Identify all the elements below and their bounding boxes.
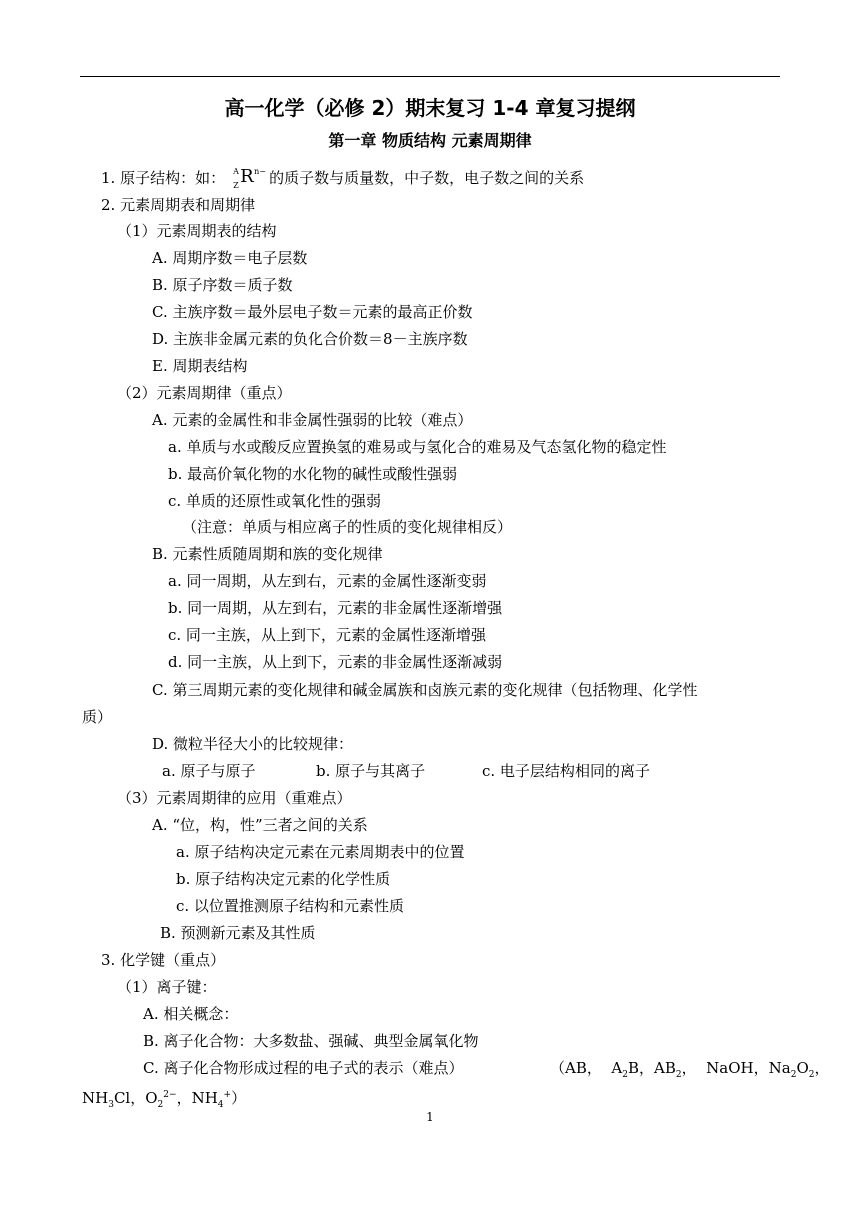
outline-line: c. 以位置推测原子结构和元素性质 xyxy=(176,897,404,915)
formula-text: AB xyxy=(654,1059,676,1077)
formula-text: Na xyxy=(768,1059,791,1077)
outline-line: b. 原子与其离子 xyxy=(316,762,426,780)
formula-text: NaOH， xyxy=(706,1059,769,1077)
outline-line: E. 周期表结构 xyxy=(152,357,248,375)
outline-line: a. 原子结构决定元素在元素周期表中的位置 xyxy=(176,843,465,861)
outline-line: A. 周期序数＝电子层数 xyxy=(152,249,308,267)
outline-line: （1）元素周期表的结构 xyxy=(117,222,277,240)
formula-subscript: 2 xyxy=(157,1100,164,1110)
outline-line: D. 微粒半径大小的比较规律： xyxy=(152,735,354,753)
chapter-heading: 第一章 物质结构 元素周期律 xyxy=(328,131,532,150)
formula-text: Cl， xyxy=(113,1089,146,1107)
outline-line: B. 元素性质随周期和族的变化规律 xyxy=(152,545,383,563)
outline-line: 3. 化学键（重点） xyxy=(101,951,226,969)
outline-line-wrap: 质） xyxy=(82,708,113,726)
mass-number: A xyxy=(233,167,239,176)
outline-line: （3）元素周期律的应用（重难点） xyxy=(117,789,352,807)
atomic-number: Z xyxy=(233,181,239,190)
outline-line: a. 同一周期，从左到右，元素的金属性逐渐变弱 xyxy=(168,572,487,590)
nuclide-symbol xyxy=(225,166,269,190)
outline-line: B. 预测新元素及其性质 xyxy=(160,924,316,942)
outline-line: b. 最高价氧化物的水化物的碱性或酸性强弱 xyxy=(168,465,458,483)
outline-line: d. 同一主族，从上到下，元素的非金属性逐渐减弱 xyxy=(168,653,503,671)
item-text: 1. 原子结构：如： xyxy=(101,169,226,187)
formula-text: O xyxy=(145,1089,158,1107)
outline-line: B. 离子化合物：大多数盐、强碱、典型金属氧化物 xyxy=(143,1032,479,1050)
outline-line: c. 单质的还原性或氧化性的强弱 xyxy=(168,492,381,510)
formula-text: ， xyxy=(814,1059,830,1077)
formula-subscript: 2 xyxy=(675,1070,682,1080)
outline-line: c. 电子层结构相同的离子 xyxy=(482,762,650,780)
formula-superscript: 2− xyxy=(163,1090,177,1100)
item-text: 的质子数与质量数，中子数，电子数之间的关系 xyxy=(269,169,585,187)
outline-line: 2. 元素周期表和周期律 xyxy=(101,196,256,214)
formula-subscript: 2 xyxy=(808,1070,815,1080)
outline-line: A. 元素的金属性和非金属性强弱的比较（难点） xyxy=(152,411,473,429)
formula-subscript: 2 xyxy=(622,1070,628,1080)
item-atomic-structure xyxy=(101,166,585,190)
outline-note: （注意：单质与相应离子的性质的变化规律相反） xyxy=(182,518,513,536)
formula-text: （AB， xyxy=(550,1059,602,1077)
formula-text: ， xyxy=(176,1089,192,1107)
outline-line: （2）元素周期律（重点） xyxy=(117,384,292,402)
formula-text: A xyxy=(611,1059,623,1077)
outline-line: D. 主族非金属元素的负化合价数＝8－主族序数 xyxy=(152,330,468,348)
formula-text: B， xyxy=(627,1059,655,1077)
formula-subscript: 4 xyxy=(217,1100,224,1110)
formula-text: NH xyxy=(82,1089,109,1107)
formula-text: O xyxy=(796,1059,809,1077)
element-symbol: R xyxy=(240,166,254,187)
page-number: 1 xyxy=(426,1110,434,1124)
formula-text: ） xyxy=(231,1089,247,1107)
outline-line: （1）离子键： xyxy=(117,978,217,996)
outline-line: b. 同一周期，从左到右，元素的非金属性逐渐增强 xyxy=(168,599,503,617)
formula-superscript: + xyxy=(223,1090,232,1100)
formula-subscript: 3 xyxy=(108,1100,114,1110)
outline-line: a. 原子与原子 xyxy=(162,762,256,780)
outline-line: a. 单质与水或酸反应置换氢的难易或与氢化合的难易及气态氢化物的稳定性 xyxy=(168,438,667,456)
formula-text: ， xyxy=(681,1059,697,1077)
outline-line: A. 相关概念： xyxy=(143,1005,239,1023)
outline-line: C. 离子化合物形成过程的电子式的表示（难点） xyxy=(143,1059,464,1077)
ion-charge: n− xyxy=(254,167,266,176)
outline-line: C. 主族序数＝最外层电子数＝元素的最高正价数 xyxy=(152,303,473,321)
formula-subscript: 2 xyxy=(790,1070,797,1080)
outline-line: b. 原子结构决定元素的化学性质 xyxy=(176,870,391,888)
document-title: 高一化学（必修 2）期末复习 1-4 章复习提纲 xyxy=(224,96,636,120)
outline-line: C. 第三周期元素的变化规律和碱金属族和卤族元素的变化规律（包括物理、化学性 xyxy=(152,681,698,699)
outline-line: A. “位，构，性”三者之间的关系 xyxy=(152,816,368,834)
outline-line: B. 原子序数＝质子数 xyxy=(152,276,293,294)
outline-line: c. 同一主族，从上到下，元素的金属性逐渐增强 xyxy=(168,626,486,644)
formula-text: NH xyxy=(191,1089,218,1107)
formula-examples xyxy=(550,1059,830,1084)
header-rule xyxy=(80,76,780,77)
